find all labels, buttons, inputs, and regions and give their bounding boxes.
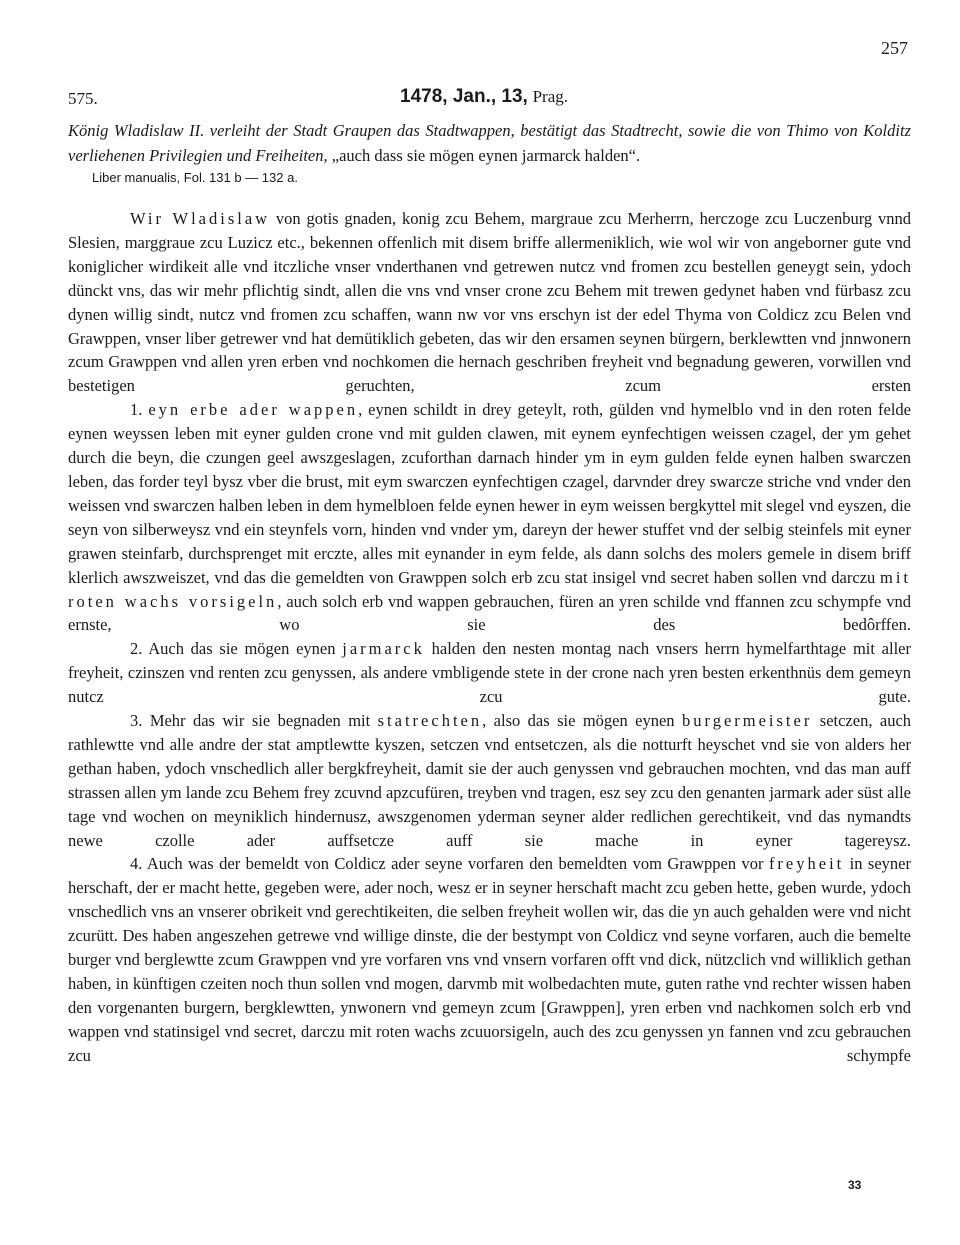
item-number: 2. [130,639,149,659]
item-spaced-text: eyn erbe ader wappen [148,400,359,420]
numbered-item [68,852,911,1067]
source-reference: Liber manualis, Fol. 131 b — 132 a. [92,170,298,185]
item-text: Mehr das wir sie begnaden mit [149,711,378,731]
item-text: , eynen schildt in drey geteylt, roth, gülden vnd hymelblo vnd in den roten felde eynen weyssen leben mit eyner gulden crone vnd mit gulden clawen, mit eynem eynfechtigen weissen czagel, der ym gehet durch die beyn, die czungen geel awszgeslagen, zcuforthan darnach hinder ym in eym gulden felde eynen halben swarczen leben, das forder teyl bysz vber die brust, mit eym swarczen eynfechtigen czagel, darvnder drey swarcze striche vnd vnder den weissen vnd swarczen halben leben in dem hymelbloen felde eynen hewer in eym weissen bergkyttel mit slegel vnd eyszen, die seyn von silberweysz vnd ein steynfels vorn, hinden vnd vnder ym, dareyn der hewer stuffet vnd der selbig steinfels mit eyner grawen steinfarb, durchsprenget mit erczte, alles mit eynander in eym felde, als dann solchs des molers gemele in disem briff klerlich awszweiszet, vnd das die gemeldten von Grawppen solch erb zcu stat insigel vnd secret haben sollen vnd darczu [68,400,912,587]
item-spaced-text: mit roten wachs vorsigeln [68,567,911,611]
numbered-item [68,398,911,637]
item-spaced-text: jarmarck [342,639,425,659]
numbered-items [68,398,911,1067]
item-text: , auch solch erb vnd wappen gebrauchen, füren an yren schilde vnd ffannen zcu schympfe vnd ernste, wo sie des bedôrffen. [68,591,912,635]
item-spaced-text: burgermeister [682,711,813,731]
intro-text: von gotis gnaden, konig zcu Behem, margraue zcu Merherrn, herczoge zcu Luczenburg vnnd Slesien, marggraue zcu Luzicz etc., bekennen offenlich mit disem briffe allermeniklich, wie wol wir von angeborner gute vnd koniglicher wirdikeit alle vnd itczliche vnser vnderthanen vnd getrewen nutcz vnd fromen zcu bestellen geneygt sein, ydoch dünckt vns, das wir mehr pflichtig sindt, allen die vns vnd vnser crone zcu Behem mit trewen gedynet haben vnd fürbasz zcu dynen willig sindt, nutcz vnd fromen zcu schaffen, wann nw vor vns erschyn ist der edel Thyma von Coldicz zcu Belen vnd Grawppen, vnser liber getrewer vnd hat demütiklich gebeten, das wir den ersamen seynen bürgern, berklewtten vnd jnnwonern zcum Grawppen vnd allen yren erben vnd nochkomen die hernach geschriben freyheit vnd begnadung geweren, vorwillen vnd bestetigen geruchten, zcum ersten [68,209,911,396]
item-number: 4. [130,854,147,874]
intro-paragraph [68,207,911,398]
item-number: 1. [130,400,149,420]
document-number: 575. [68,89,98,108]
numbered-item [68,709,911,852]
item-text: , also das sie mögen eynen [482,711,682,731]
item-text: in seyner herschaft, der er macht hette, gegeben were, ader noch, wesz er in seyner herschaft macht zcu geben hette, geben wurde, ydoch vnschedlich vns an vnserer obrikeit vnd gerechtikeiten, die selben freyheit wollen wir, das die yn auch gehalden were vnd nicht zcurütt. Des haben angeszehen getrewe vnd willige dinste, die der bestympt von Coldicz vnd seyne vorfaren, auch die bemelte burger vnd berglewtte zcum Grawppen vnd yre vorfaren vns vnd vnsern vorfaren offt vnd dick, nützclich vnd williklich gethan haben, in künftigen czeiten noch thun sollen vnd mogen, darvmb mit wolbedachten mute, guten rathe vnd rechter wissen haben den vorgenanten burgern, bergklewtten, ynwonern vnd gemeyn zcum [Grawppen], yren erben vnd nachkomen solch erb vnd wappen vnd statinsigel vnd secret, darczu mit roten wachs zcuuorsigeln, auch des zcu genyssen yn fannen vnd zcu gebrauchen zcu schympfe [68,854,911,1065]
item-text: halden den nesten montag nach vnsers herrn hymelfarthtage mit aller freyheit, czinszen vnd renten zcu genyssen, als andere vmbligende stete in der crone nach yren besten erkenthnüs dem gemeyn nutcz zcu gute. [68,639,911,707]
intro-spaced-name: Wir Wladislaw [130,209,271,228]
document-body [68,207,911,1068]
item-text: setczen, auch rathlewtte vnd alle andre der stat amptlewtte kyszen, setczen vnd entsetczen, als die notturft heyschet vnd sie von alders her gethan haben, ydoch vnschedlich aller bergkfreyheit, damit sie der auch genyssen vnd gebrauchen mochten, vnd das man auff strassen allen ym lande zcu Behem frey zcuvnd apzcufüren, treyben vnd tragen, esz sey zcu den genanten jarmark ader süst alle tage vnd wochen on meyniklich hindernusz, awszgenomen yderman seyner alder redlichen gerechtikeit, vnd das nymandts newe czolle ader auffsetcze auff sie mache in eyner tagereysz. [68,711,912,850]
signature-mark: 33 [848,1178,862,1192]
regest-quote: „auch dass sie mögen eynen jarmarck halden“. [331,146,641,165]
regest [68,118,911,168]
numbered-item [68,637,911,709]
date-line [400,86,568,108]
item-spaced-text: statrechten [377,711,483,731]
item-spaced-text: freyheit [768,854,845,874]
page-number: 257 [881,38,908,58]
item-number: 3. [130,711,150,731]
document-header [68,86,908,113]
document-date: 1478, Jan., 13, [400,86,528,107]
document-place: Prag. [532,87,568,106]
item-text: Auch was der bemeldt von Coldicz ader seyne vorfaren den bemeldten vom Grawppen vor [146,854,769,874]
regest-italic: König Wladislaw II. verleiht der Stadt Graupen das Stadtwappen, bestätigt das Stadtrecht, sowie die von Thimo von Kolditz verliehenen Privilegien und Freiheiten, [68,121,911,165]
item-text: Auch das sie mögen eynen [148,639,343,659]
